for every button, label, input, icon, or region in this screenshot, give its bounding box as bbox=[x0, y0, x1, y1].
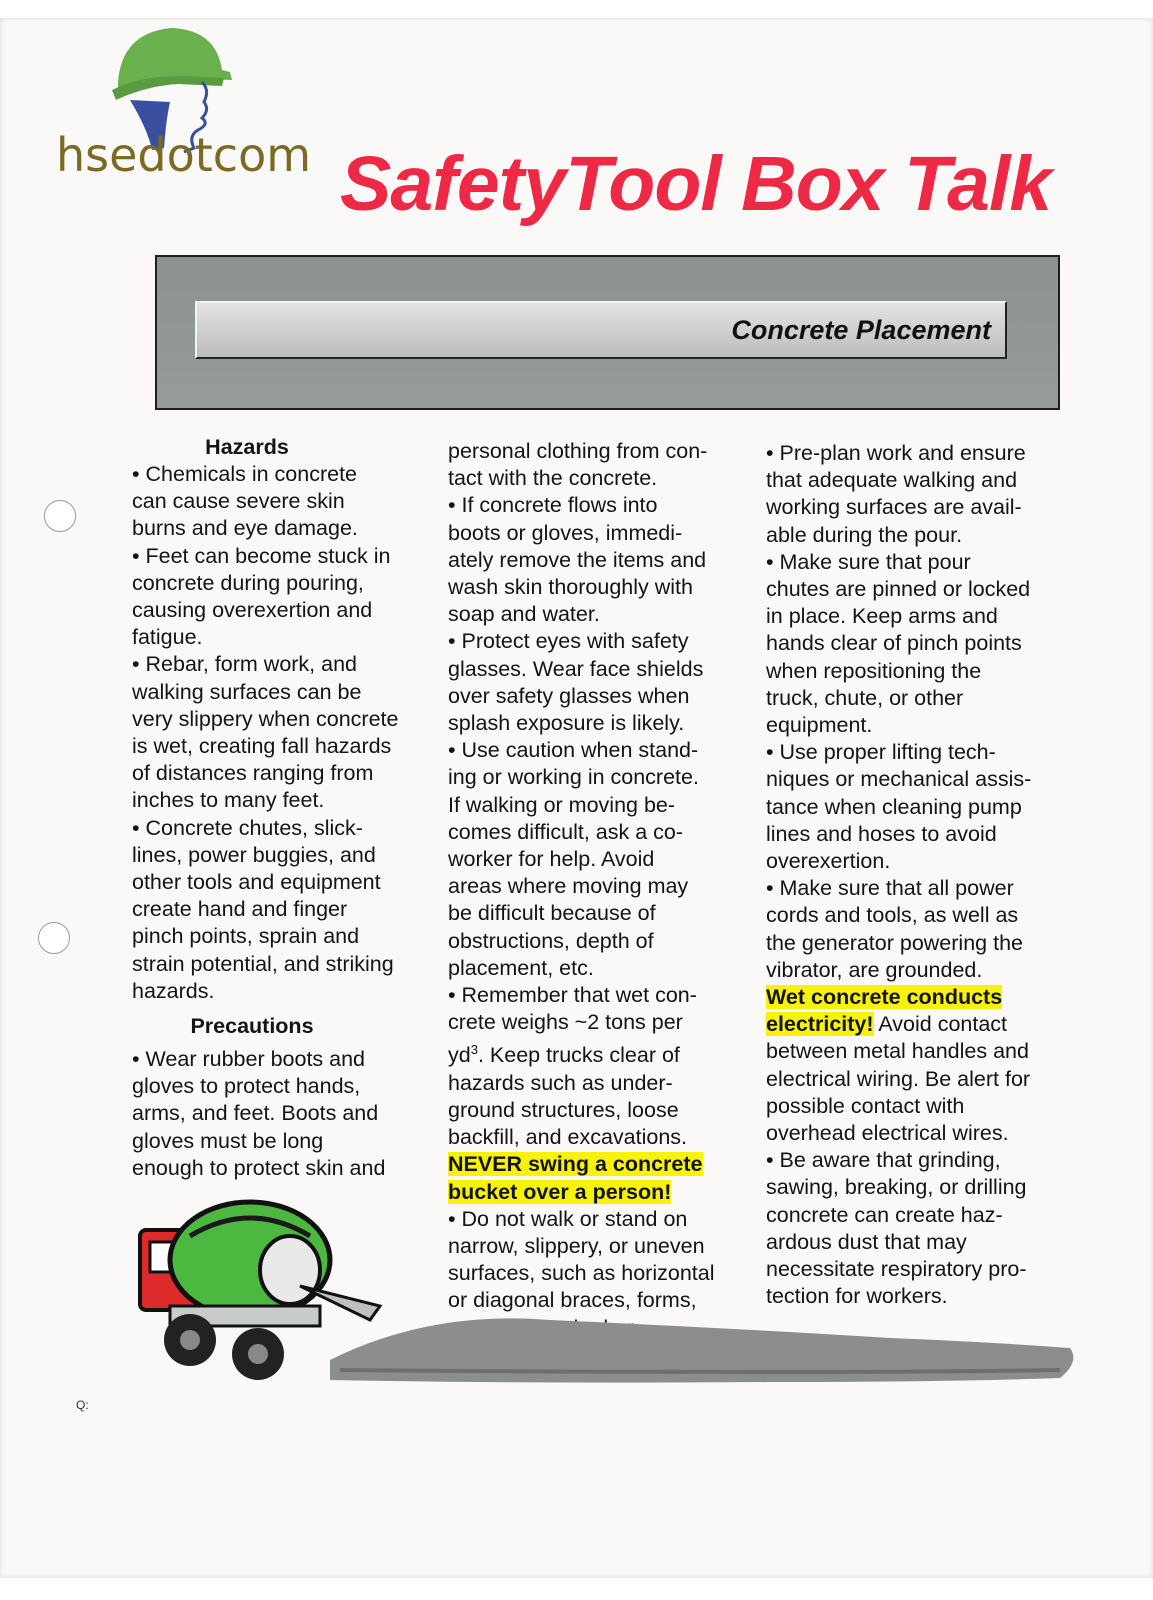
middle-line: • Use caution when stand- bbox=[448, 738, 699, 763]
hazards-line: very slippery when concrete bbox=[132, 706, 399, 731]
middle-line: surfaces, such as horizontal bbox=[448, 1261, 715, 1286]
right-line: that adequate walking and bbox=[766, 468, 1018, 493]
hazards-line: • Feet can become stuck in bbox=[132, 543, 391, 568]
precautions-line: • Wear rubber boots and bbox=[132, 1047, 366, 1072]
right-line: equipment. bbox=[766, 713, 873, 738]
right-line: truck, chute, or other bbox=[766, 685, 964, 710]
middle-line: wash skin thoroughly with bbox=[448, 575, 693, 600]
warning-electric-rest: Avoid contact bbox=[873, 1012, 1008, 1037]
middle-line: obstructions, depth of bbox=[448, 928, 654, 953]
column-right bbox=[766, 440, 1066, 1311]
right-line: able during the pour. bbox=[766, 522, 963, 547]
middle-line: If walking or moving be- bbox=[448, 792, 676, 817]
tonnage-line bbox=[448, 1036, 738, 1069]
middle-line: be difficult because of bbox=[448, 901, 656, 926]
binder-hole-bottom bbox=[38, 922, 70, 954]
right-line: cords and tools, as well as bbox=[766, 903, 1019, 928]
middle-line: over safety glasses when bbox=[448, 683, 690, 708]
hazards-line: pinch points, sprain and bbox=[132, 924, 360, 949]
middle-line: • Remember that wet con- bbox=[448, 983, 697, 1008]
topic-banner-inner bbox=[195, 301, 1007, 359]
hazards-line: concrete during pouring, bbox=[132, 570, 364, 595]
right-line: lines and hoses to avoid bbox=[766, 821, 997, 846]
hazards-line: can cause severe skin bbox=[132, 489, 345, 514]
hazards-line: is wet, creating fall hazards bbox=[132, 734, 392, 759]
hazards-line: other tools and equipment bbox=[132, 870, 381, 895]
right-line: tance when cleaning pump bbox=[766, 794, 1022, 819]
right-line: in place. Keep arms and bbox=[766, 604, 998, 629]
middle-line: worker for help. Avoid bbox=[448, 847, 655, 872]
hazards-line: fatigue. bbox=[132, 625, 203, 650]
middle-line: hazards such as under- bbox=[448, 1070, 673, 1095]
warning-electric-text2: electricity! bbox=[766, 1012, 874, 1037]
hazards-heading: Hazards bbox=[205, 435, 289, 459]
right-line: concrete can create haz- bbox=[766, 1202, 1003, 1227]
right-line: electrical wiring. Be alert for bbox=[766, 1066, 1031, 1091]
right-line: • Pre-plan work and ensure bbox=[766, 441, 1026, 465]
middle-line: ately remove the items and bbox=[448, 547, 707, 572]
right-line: sawing, breaking, or drilling bbox=[766, 1175, 1027, 1200]
hazards-line: create hand and finger bbox=[132, 897, 348, 922]
middle-line: personal clothing from con- bbox=[448, 439, 708, 463]
binder-hole-top bbox=[44, 500, 76, 532]
right-line: possible contact with bbox=[766, 1093, 965, 1118]
hazards-line: • Concrete chutes, slick- bbox=[132, 815, 363, 840]
middle-line: comes difficult, ask a co- bbox=[448, 819, 683, 844]
hazards-line: • Chemicals in concrete bbox=[132, 462, 358, 486]
middle-line: backfill, and excavations. bbox=[448, 1125, 688, 1150]
middle-line: ing or working in concrete. bbox=[448, 765, 699, 790]
hazards-line: of distances ranging from bbox=[132, 761, 374, 786]
hazards-line: strain potential, and striking bbox=[132, 951, 394, 976]
logo-text: hsedotcom bbox=[56, 128, 312, 182]
right-line: niques or mechanical assis- bbox=[766, 767, 1032, 792]
page-title: SafetyTool Box Talk bbox=[340, 141, 1052, 227]
middle-line: crete weighs ~2 tons per bbox=[448, 1010, 683, 1035]
right-line: chutes are pinned or locked bbox=[766, 577, 1031, 602]
precautions-line: gloves to protect hands, bbox=[132, 1074, 361, 1099]
column-hazards bbox=[132, 434, 422, 1182]
right-line: between metal handles and bbox=[766, 1039, 1029, 1064]
middle-line: • If concrete flows into bbox=[448, 493, 658, 518]
hazards-line: • Rebar, form work, and bbox=[132, 652, 358, 677]
right-line: overexertion. bbox=[766, 849, 891, 874]
concrete-mixer-truck-illustration bbox=[130, 1190, 1090, 1410]
middle-line: • Protect eyes with safety bbox=[448, 629, 689, 654]
middle-line: placement, etc. bbox=[448, 955, 594, 980]
right-line: necessitate respiratory pro- bbox=[766, 1257, 1027, 1282]
hazards-line: hazards. bbox=[132, 978, 215, 1003]
middle-line: or diagonal braces, forms, bbox=[448, 1288, 697, 1313]
precautions-line: gloves must be long bbox=[132, 1128, 324, 1153]
right-line: • Make sure that pour bbox=[766, 549, 971, 574]
middle-line: soap and water. bbox=[448, 602, 600, 627]
yd-exponent: 3 bbox=[470, 1042, 478, 1058]
hazards-line: causing overexertion and bbox=[132, 598, 373, 623]
warning-electric-line1 bbox=[766, 984, 1066, 1011]
warning-swing-line1 bbox=[448, 1151, 738, 1178]
hazards-line: burns and eye damage. bbox=[132, 516, 358, 541]
middle-line: tact with the concrete. bbox=[448, 466, 658, 491]
precautions-line: enough to protect skin and bbox=[132, 1155, 386, 1180]
right-line: when repositioning the bbox=[766, 658, 982, 683]
right-line: • Be aware that grinding, bbox=[766, 1148, 1001, 1173]
precautions-line: arms, and feet. Boots and bbox=[132, 1101, 379, 1126]
right-line: • Make sure that all power bbox=[766, 876, 1014, 901]
right-line: ardous dust that may bbox=[766, 1229, 967, 1254]
right-line: • Use proper lifting tech- bbox=[766, 740, 996, 765]
yd-unit: yd bbox=[448, 1043, 471, 1068]
topic-banner bbox=[155, 255, 1060, 410]
right-line: tection for workers. bbox=[766, 1284, 948, 1309]
right-line: vibrator, are grounded. bbox=[766, 957, 983, 982]
warning-swing-text2: bucket over a person! bbox=[448, 1179, 672, 1204]
middle-line: splash exposure is likely. bbox=[448, 711, 685, 736]
warning-electric-line2 bbox=[766, 1011, 1066, 1038]
warning-electric-text1: Wet concrete conducts bbox=[766, 985, 1003, 1010]
right-line: the generator powering the bbox=[766, 930, 1023, 955]
middle-line: areas where moving may bbox=[448, 874, 689, 899]
middle-line: narrow, slippery, or uneven bbox=[448, 1234, 705, 1259]
middle-line: boots or gloves, immedi- bbox=[448, 520, 683, 545]
hazards-line: lines, power buggies, and bbox=[132, 842, 376, 867]
tonnage-line-rest: . Keep trucks clear of bbox=[477, 1043, 680, 1068]
stray-mark: Q: bbox=[76, 1398, 89, 1412]
hazards-line: walking surfaces can be bbox=[132, 679, 362, 704]
right-line: working surfaces are avail- bbox=[766, 495, 1022, 520]
middle-line: ground structures, loose bbox=[448, 1098, 679, 1123]
middle-line: • Do not walk or stand on bbox=[448, 1206, 688, 1231]
precautions-heading: Precautions bbox=[190, 1014, 314, 1039]
middle-line: glasses. Wear face shields bbox=[448, 656, 704, 681]
hazards-line: inches to many feet. bbox=[132, 788, 325, 813]
topic-title: Concrete Placement bbox=[731, 315, 991, 345]
right-line: overhead electrical wires. bbox=[766, 1121, 1009, 1146]
right-line: hands clear of pinch points bbox=[766, 631, 1022, 656]
warning-swing-text1: NEVER swing a concrete bbox=[448, 1152, 703, 1177]
